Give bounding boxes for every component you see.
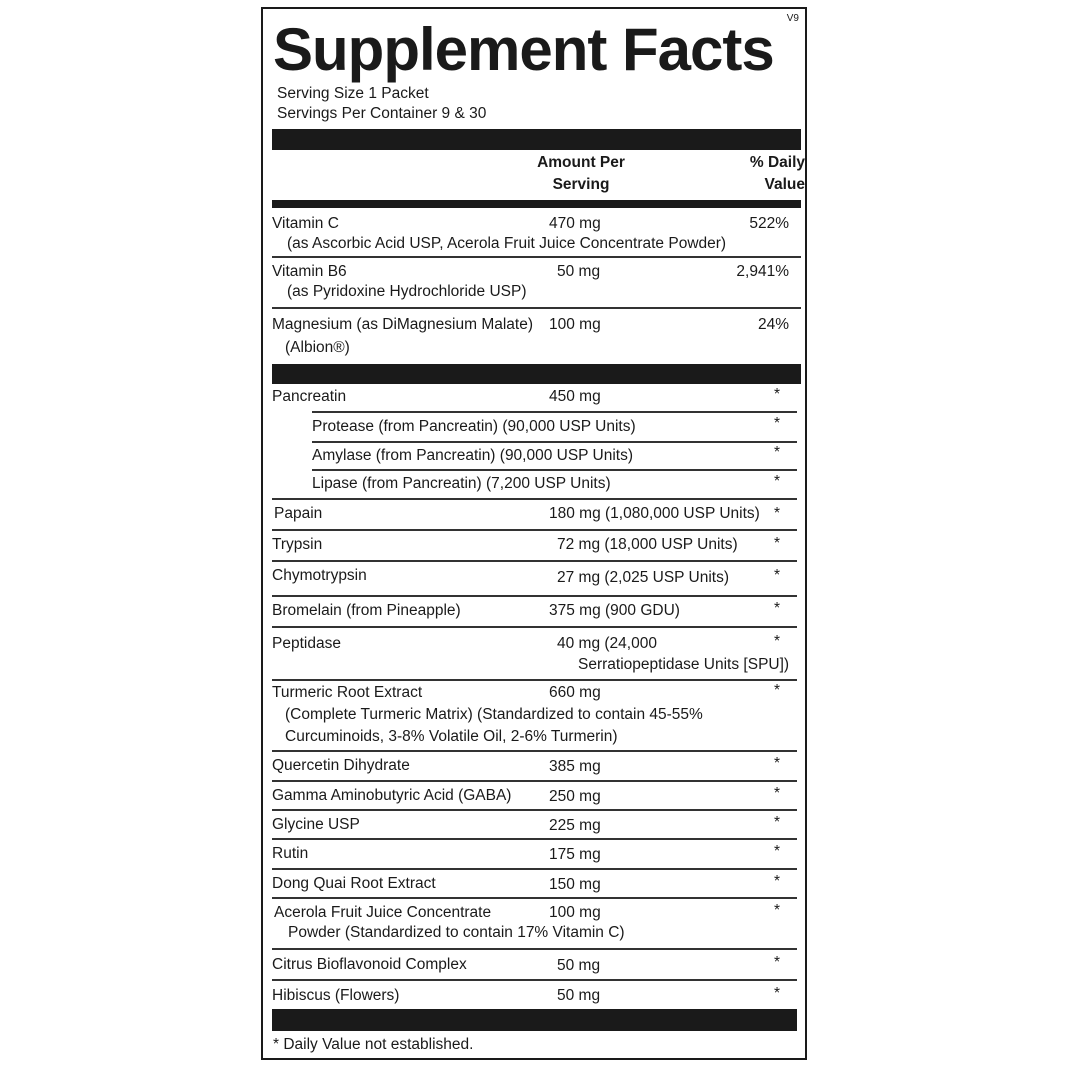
ingredient-daily-value: * [774,682,781,699]
ingredient-name: Acerola Fruit Juice Concentrate [274,904,492,921]
ingredient-name: Bromelain (from Pineapple) [272,602,461,619]
nutrient-source: (as Ascorbic Acid USP, Acerola Fruit Juice Concentrate Powder) [287,235,727,252]
nutrient-name: Vitamin C [272,215,339,232]
ingredient-amount: 50 mg [557,957,601,974]
row-divider [272,626,797,628]
nutrient-name: Magnesium (as DiMagnesium Malate) [272,316,534,333]
ingredient-daily-value: * [774,444,781,461]
row-divider [272,979,797,981]
ingredient-daily-value: * [774,843,781,860]
column-header-daily-value: % Daily Value [749,154,805,193]
footnote: * Daily Value not established. [273,1036,474,1053]
ingredient-name: Amylase (from Pancreatin) (90,000 USP Units) [312,447,634,464]
ingredient-name: Hibiscus (Flowers) [272,987,400,1004]
row-divider [312,441,797,443]
nutrient-name: Vitamin B6 [272,263,347,280]
row-divider [272,498,797,500]
ingredient-name: Citrus Bioflavonoid Complex [272,956,467,973]
row-divider [272,897,797,899]
ingredient-name: Dong Quai Root Extract [272,875,436,892]
thick-bar-bottom [272,1009,797,1031]
ingredient-amount-continued: Serratiopeptidase Units [SPU]) [578,656,790,673]
row-divider [272,750,797,752]
ingredient-daily-value: * [774,567,781,584]
ingredient-amount: 40 mg (24,000 [557,635,657,652]
ingredient-amount: 225 mg [549,817,601,834]
nutrient-source: (Albion®) [285,339,350,356]
row-divider [272,838,797,840]
version-code: V9 [786,13,799,24]
ingredient-name: Pancreatin [272,388,347,405]
ingredient-daily-value: * [774,985,781,1002]
row-divider [272,529,797,531]
ingredient-daily-value: * [774,954,781,971]
column-header-amount: Amount Per Serving [537,154,625,193]
row-divider [272,307,801,309]
ingredient-name: Gamma Aminobutyric Acid (GABA) [272,787,512,804]
ingredient-amount: 100 mg [549,904,601,921]
ingredient-daily-value: * [774,873,781,890]
ingredient-daily-value: * [774,814,781,831]
ingredient-daily-value: * [774,785,781,802]
row-divider [272,595,797,597]
serving-size: Serving Size 1 Packet [277,85,429,102]
ingredient-amount: 375 mg (900 GDU) [549,602,680,619]
ingredient-name: Papain [274,505,323,522]
ingredient-amount: 250 mg [549,788,601,805]
ingredient-name: Peptidase [272,635,341,652]
ingredient-amount: 150 mg [549,876,601,893]
thick-bar-middle [272,364,801,384]
row-divider [272,679,797,681]
thick-bar-top [272,129,801,150]
ingredient-daily-value: * [774,415,781,432]
ingredient-amount: 175 mg [549,846,601,863]
nutrient-amount: 470 mg [549,215,601,232]
nutrient-amount: 50 mg [557,263,601,280]
ingredient-daily-value: * [774,600,781,617]
ingredient-description: Powder (Standardized to contain 17% Vitamin C) [288,924,625,941]
row-divider [312,469,797,471]
row-divider [312,411,797,413]
nutrient-source: (as Pyridoxine Hydrochloride USP) [287,283,527,300]
nutrient-daily-value: 24% [757,316,789,333]
ingredient-daily-value: * [774,505,781,522]
supplement-facts-panel [261,7,807,1060]
nutrient-amount: 100 mg [549,316,601,333]
ingredient-name: Lipase (from Pancreatin) (7,200 USP Units) [312,475,611,492]
ingredient-description: (Complete Turmeric Matrix) (Standardized to contain 45-55% [285,706,703,723]
ingredient-daily-value: * [774,755,781,772]
ingredient-amount: 50 mg [557,987,601,1004]
ingredient-name: Glycine USP [272,816,360,833]
ingredient-amount: 180 mg (1,080,000 USP Units) [549,505,760,522]
ingredient-name: Trypsin [272,536,323,553]
ingredient-amount: 27 mg (2,025 USP Units) [557,569,730,586]
row-divider [272,560,797,562]
ingredient-daily-value: * [774,473,781,490]
ingredient-name: Protease (from Pancreatin) (90,000 USP Units) [312,418,636,435]
ingredient-amount: 660 mg [549,684,601,701]
ingredient-daily-value: * [774,386,781,403]
ingredient-amount: 450 mg [549,388,601,405]
ingredient-daily-value: * [774,535,781,552]
row-divider [272,256,801,258]
nutrient-daily-value: 2,941% [736,263,789,280]
ingredient-description: Curcuminoids, 3-8% Volatile Oil, 2-6% Turmerin) [285,728,618,745]
panel-title: Supplement Facts [273,16,774,83]
ingredient-name: Turmeric Root Extract [272,684,423,701]
ingredient-daily-value: * [774,902,781,919]
row-divider [272,948,797,950]
ingredient-name: Quercetin Dihydrate [272,757,410,774]
row-divider [272,809,797,811]
ingredient-amount: 72 mg (18,000 USP Units) [557,536,738,553]
ingredient-amount: 385 mg [549,758,601,775]
ingredient-name: Rutin [272,845,309,862]
ingredient-name: Chymotrypsin [272,567,367,584]
nutrient-daily-value: 522% [749,215,789,232]
thick-rule-header [272,200,801,208]
row-divider [272,780,797,782]
ingredient-daily-value: * [774,633,781,650]
servings-per-container: Servings Per Container 9 & 30 [277,105,487,122]
row-divider [272,868,797,870]
